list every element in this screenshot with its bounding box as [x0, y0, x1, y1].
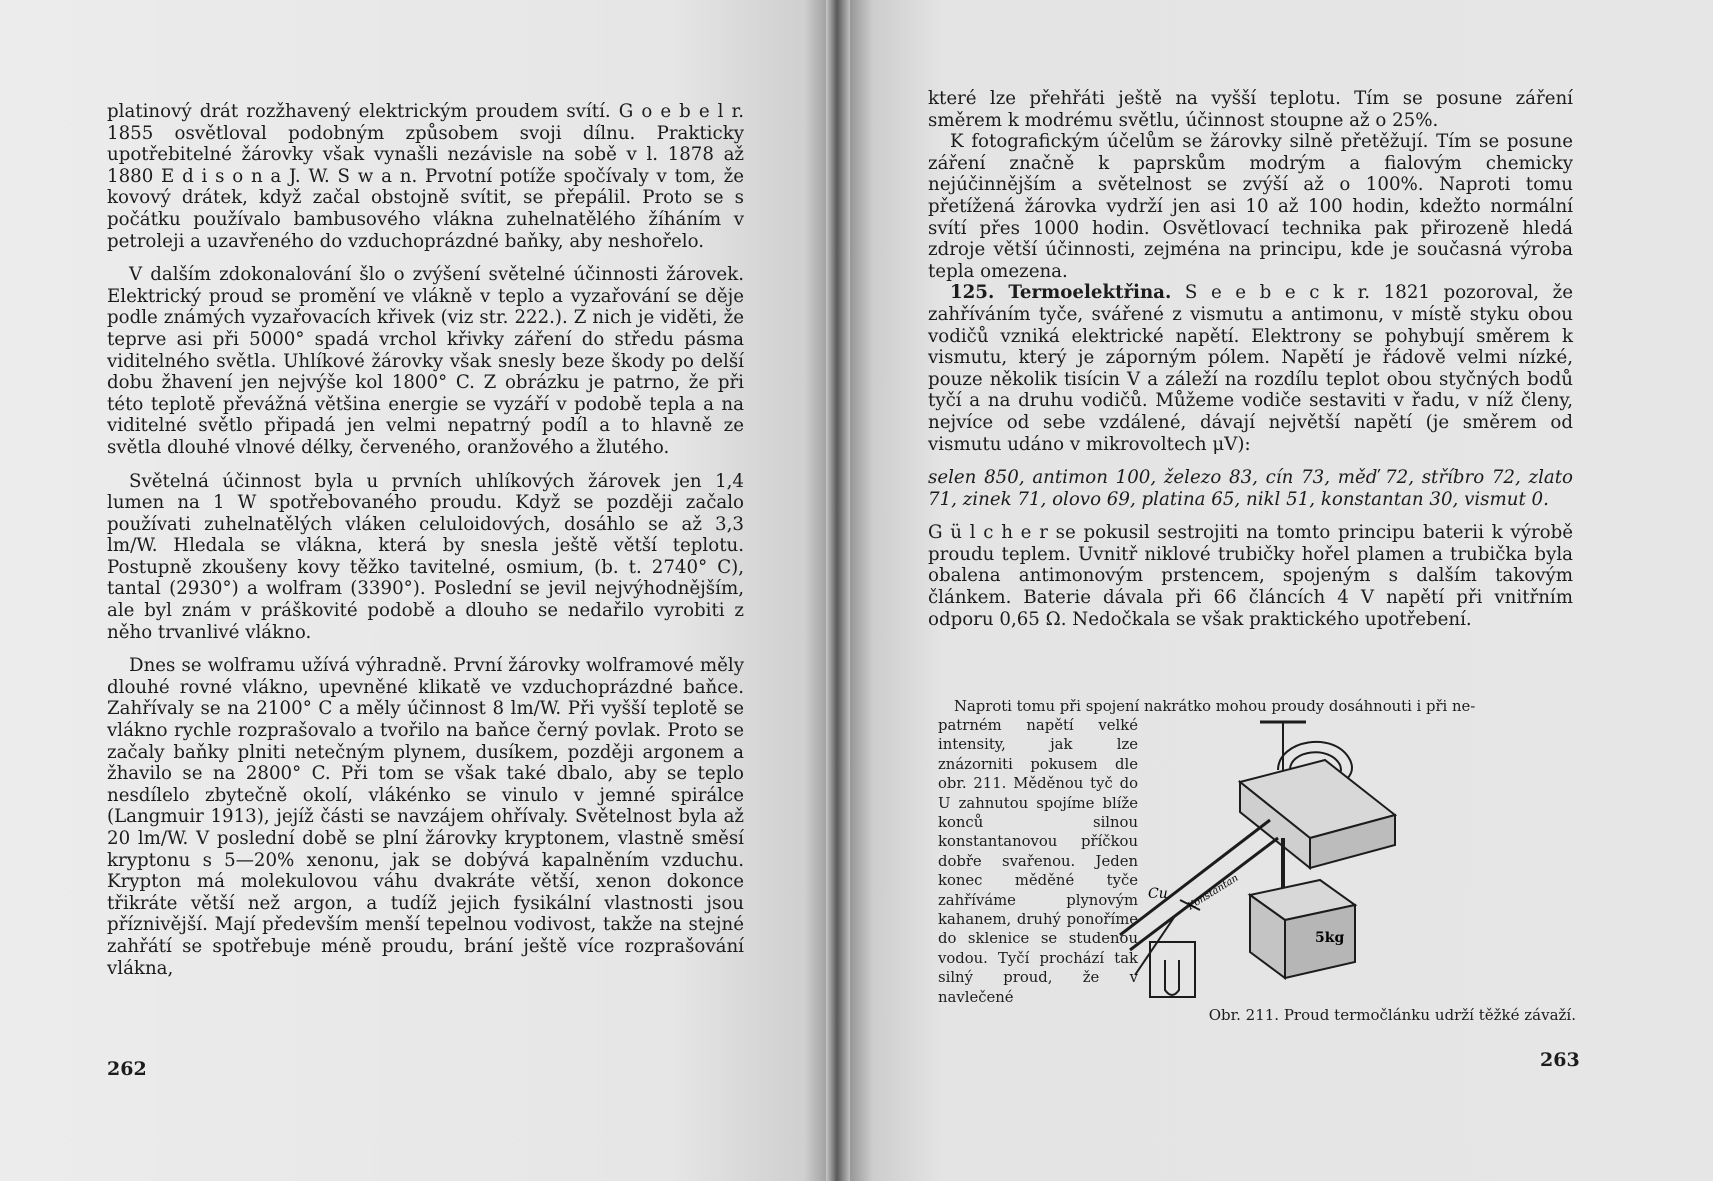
label-konstantan: Konstantan — [1185, 872, 1241, 913]
page-number: 263 — [1540, 1049, 1580, 1071]
right-page-text — [928, 88, 1573, 630]
small-print-wrap: patrném napětí velké intensity, jak lze znázorniti pokusem dle obr. 211. Měděnou tyč do U zahnutou spojíme blíže konců silnou konstantanovou příčkou dobře svařenou. Jeden konec měděné tyče zahříváme plynovým kahanem, druhý ponoříme do sklenice se studenou vodou. Tyčí prochází tak silný proud, že v navlečené — [938, 717, 1138, 1006]
paragraph: platinový drát rozžhavený elektrickým proudem svítí. G o e b e l r. 1855 osvětloval podobným způsobem svoji dílnu. Prakticky upotřebitelné žárovky však vynašli nezávisle na sobě v l. 1878 až 1880 E d i s o n a J. W. S w a n. Prvotní potíže spočívaly v tom, že kovový drátek, když začal obstojně svítit, se přepálil. Proto se s počátku používalo bambusového vlákna zuhelnatělého žíháním v petroleji a uzavřeného do vzduchoprázdné baňky, aby neshořelo. — [107, 101, 744, 252]
paragraph: Dnes se wolframu užívá výhradně. První žárovky wolframové měly dlouhé rovné vlákno, upevněné klikatě ve vzduchoprázdné baňce. Zahřívaly se na 2100° C a měly účinnost 8 lm/W. Při vyšší teplotě se vlákno rychle rozprašovalo a tvořilo na baňce černý povlak. Proto se začaly baňky plniti netečným plynem, dusíkem, později argonem a žhavilo se na 2800° C. Při tom se však také dbalo, aby se teplo nesdílelo zbytečně okolí, vlákénko se vinulo v jemné spirálce (Langmuir 1913), jejíž části se navzájem ohřívaly. Světelnost byla až 20 lm/W. V poslední době se plní žárovky kryptonem, vlastně směsí kryptonu s 5—20% xenonu, jak se dobývá kapalněním vzduchu. Krypton má molekulovou váhu dvakráte větší, xenon dokonce třikráte větší než argon, a tudíž jejich fysikální vlastnosti jsou příznivější. Mají především menší tepelnou vodivost, takže na stejné zahřátí se spotřebuje méně proudu, brání ještě více rozprašování vlákna, — [107, 655, 744, 979]
paragraph: S e e b e c k r. 1821 pozoroval, že zahříváním tyče, svářené z vismutu a antimonu, v místě styku obou vodičů vzniká elektrické napětí. Elektrony se pohybují směrem k vismutu, který je záporným pólem. Napětí je řádově velmi nízké, pouze několik tisícin V a záleží na rozdílu teplot obou styčných bodů tyčí a na druhu vodičů. Můžeme vodiče sestaviti v řadu, v níž členy, nejvíce od sebe vzdálené, dávají největší napětí (je směrem od vismutu udáno v mikrovoltech μV): — [928, 282, 1573, 455]
small-print-line: Naproti tomu při spojení nakrátko mohou proudy dosáhnouti i při ne- — [954, 698, 1476, 715]
label-weight: 5kg — [1315, 930, 1345, 946]
left-page — [0, 0, 838, 1181]
figure-caption: Obr. 211. Proud termočlánku udrží těžké závaží. — [1208, 1006, 1576, 1024]
paragraph: K fotografickým účelům se žárovky silně přetěžují. Tím se posune záření značně k paprskům modrým a fialovým chemicky nejúčinnějším a světelnost se zvýší až o 100%. Naproti tomu přetížená žárovka vydrží jen asi 10 až 100 hodin, kdežto normální svítí přes 1000 hodin. Osvětlovací technika pak přirozeně hledá zdroje větší účinnosti, zejména na principu, kde je současná výroba tepla omezena. — [928, 131, 1573, 282]
left-page-text — [107, 101, 744, 979]
label-cu: Cu — [1148, 886, 1168, 902]
paragraph: G ü l c h e r se pokusil sestrojiti na tomto principu baterii k výrobě proudu teplem. Uvnitř niklové trubičky hořel plamen a trubička byla obalena antimonovým prstencem, spojeným s dalším takovým článkem. Baterie dávala při 66 článcích 4 V napětí při vnitřním odporu 0,65 Ω. Nedočkala se však praktického upotřebení. — [928, 522, 1573, 630]
element-series: selen 850, antimon 100, železo 83, cín 73, měď 72, stříbro 72, zlato 71, zinek 71, olovo 69, platina 65, nikl 51, konstantan 30, vismut 0. — [928, 467, 1573, 510]
page-number: 262 — [107, 1058, 147, 1080]
section-heading: 125. Termoelektřina. — [950, 282, 1172, 304]
paragraph: které lze přehřáti ještě na vyšší teplotu. Tím se posune záření směrem k modrému světlu, účinnost stoupne až o 25%. — [928, 88, 1573, 131]
book-gutter — [826, 0, 850, 1181]
figure-thermocouple — [1148, 720, 1580, 1005]
paragraph: Světelná účinnost byla u prvních uhlíkových žárovek jen 1,4 lumen na 1 W spotřebovaného proudu. Když se později začalo používati zuhelnatělých vláken celuloidových, dosáhlo se až 3,3 lm/W. Hledala se vlákna, která by snesla ještě větší teplotu. Postupně zkoušeny kovy těžko tavitelné, osmium, (b. t. 2740° C), tantal (2930°) a wolfram (3390°). Poslední se jevil nejvýhodnějším, ale byl znám v práškovité podobě a dlouho se nedařilo vyrobiti z něho trvanlivé vlákno. — [107, 470, 744, 643]
small-print-first-line — [954, 697, 1573, 716]
paragraph: V dalším zdokonalování šlo o zvýšení světelné účinnosti žárovek. Elektrický proud se promění ve vlákně v teplo a vyzařování se děje podle známých vyzařovacích křivek (viz str. 222.). Z nich je viděti, že teprve asi při 5000° spadá vrchol křivky záření do středu pásma viditelného světla. Uhlíkové žárovky však snesly beze škody po delší dobu žhavení jen nejvýše kol 1800° C. Z obrázku je patrno, že při této teplotě převážná většina energie se vyzáří v podobě tepla a na viditelné světlo připadá jen velmi nepatrný podíl a to hlavně ze světla dlouhé vlnové délky, červeného, oranžového a žlutého. — [107, 264, 744, 458]
